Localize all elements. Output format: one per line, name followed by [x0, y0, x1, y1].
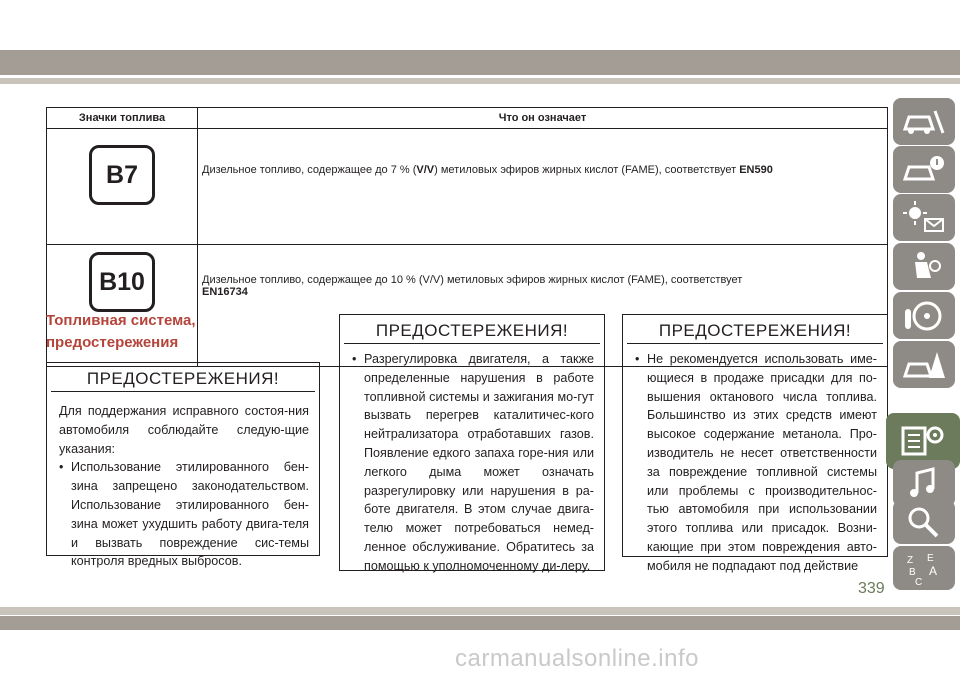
fuel-b7-icon: B7: [89, 145, 155, 205]
lights-envelope-icon: [901, 199, 947, 237]
svg-text:C: C: [915, 577, 923, 587]
airbag-seat-icon: [901, 248, 947, 286]
footer-band: [0, 616, 960, 630]
watermark: carmanualsonline.info: [455, 645, 699, 672]
alphabet-index-icon: [901, 549, 947, 587]
car-warning-triangle-icon: [901, 346, 947, 384]
fuel-b7-description: Дизельное топливо, содержащее до 7 % (V/V) метиловых эфиров жирных кислот (FAME), соответствует EN590: [198, 129, 888, 245]
magnifier-icon: [901, 503, 947, 541]
nav-car-info[interactable]: [893, 146, 955, 193]
header-band: [0, 50, 960, 75]
nav-search[interactable]: [893, 500, 955, 544]
nav-emergency[interactable]: [893, 341, 955, 388]
standard-en590: EN590: [739, 164, 773, 176]
warning-intro: Для поддержания исправного состоя-ния автомобиля соблюдайте следую-щие указания:: [59, 404, 309, 456]
page-number: 339: [858, 580, 885, 597]
warning-bullet: Использование этилированного бен-зина запрещено законодательством. Использование этилированного бен-зина может ухудшить работу двига-теля и вызвать повреждение сис-темы контроля вредных выбросов.: [71, 460, 309, 569]
col-header-icons: Значки топлива: [47, 108, 198, 129]
footer-band-light: [0, 607, 960, 615]
car-info-icon: [901, 151, 947, 189]
nav-car-tools[interactable]: [893, 98, 955, 145]
warning-bullet: Разрегулировка двигателя, а также определенные нарушения в работе топливной системы и зажигания мо-гут вызвать перегрев каталитичес-кого нейтрализатора отработавших газов. Появление едкого запаха горе-ния или легкого дыма может означать разрегулировку или нарушения в ра-боте двигателя. В этом случае двига-телю может потребоваться немед-ленное обслуживание. Обратитесь за помощью к уполномоченному ди-леру.: [364, 352, 594, 573]
multimedia-icon: [901, 465, 947, 503]
col-header-meaning: Что он означает: [198, 108, 888, 129]
header-band-light: [0, 78, 960, 84]
warning-box-3: ПРЕДОСТЕРЕЖЕНИЯ! • Не рекомендуется использовать име-ющиеся в продаже присадки для по-вышения октанового числа топлива. Большинство из этих средств имеют высокое содержание метанола. Про-изводитель не несет ответственности за повреждение топливной системы или проблемы с производительнос-тью автомобиля при использовании этого топлива или присадок. Возни-кающие при этом повреждения авто-мобиля не подпадают под действие: [622, 314, 888, 557]
svg-text:A: A: [929, 564, 938, 578]
warning-title: ПРЕДОСТЕРЕЖЕНИЯ!: [344, 319, 600, 344]
svg-text:Z: Z: [907, 555, 914, 566]
warning-title: ПРЕДОСТЕРЕЖЕНИЯ!: [51, 367, 315, 392]
steering-wheel-icon: [901, 297, 947, 335]
fuel-b10-description: Дизельное топливо, содержащее до 10 % (V/V) метиловых эфиров жирных кислот (FAME), соответствует EN16734: [198, 245, 888, 367]
svg-text:B: B: [909, 567, 916, 578]
table-header-row: [47, 108, 888, 129]
settings-list-icon: [900, 422, 946, 460]
nav-driving[interactable]: [893, 292, 955, 339]
warning-box-2: ПРЕДОСТЕРЕЖЕНИЯ! • Разрегулировка двигателя, а также определенные нарушения в работе топливной системы и зажигания мо-гут вызвать перегрев каталитичес-кого нейтрализатора отработавших газов. Появление едкого запаха горе-ния или легкого дыма может означать разрегулировку или нарушения в ра-боте двигателя. В этом случае двига-телю может потребоваться немед-ленное обслуживание. Обратитесь за помощью к уполномоченному ди-леру.: [339, 314, 605, 571]
fuel-b10-icon: B10: [89, 252, 155, 312]
standard-en16734: EN16734: [202, 286, 248, 298]
nav-lights[interactable]: [893, 194, 955, 241]
table-row: [47, 129, 888, 245]
car-tools-icon: [901, 103, 947, 141]
nav-index[interactable]: [893, 546, 955, 590]
svg-text:E: E: [927, 553, 934, 564]
warning-title: ПРЕДОСТЕРЕЖЕНИЯ!: [627, 319, 883, 344]
nav-safety[interactable]: [893, 243, 955, 290]
warning-box-1: ПРЕДОСТЕРЕЖЕНИЯ! Для поддержания исправного состоя-ния автомобиля соблюдайте следую-щие указания: • Использование этилированного бен-зина запрещено законодательством. Использование этилированного бен-зина может ухудшить работу двига-теля и вызвать повреждение сис-темы контроля вредных выбросов.: [46, 362, 320, 556]
section-heading: Топливная система, предостережения: [46, 312, 196, 351]
warning-bullet: Не рекомендуется использовать име-ющиеся в продаже присадки для по-вышения октанового числа топлива. Большинство из этих средств имеют высокое содержание метанола. Про-изводитель не несет ответственности за повреждение топливной системы или проблемы с производительнос-тью автомобиля при использовании этого топлива или присадок. Возни-кающие при этом повреждения авто-мобиля не подпадают под действие: [647, 352, 877, 573]
